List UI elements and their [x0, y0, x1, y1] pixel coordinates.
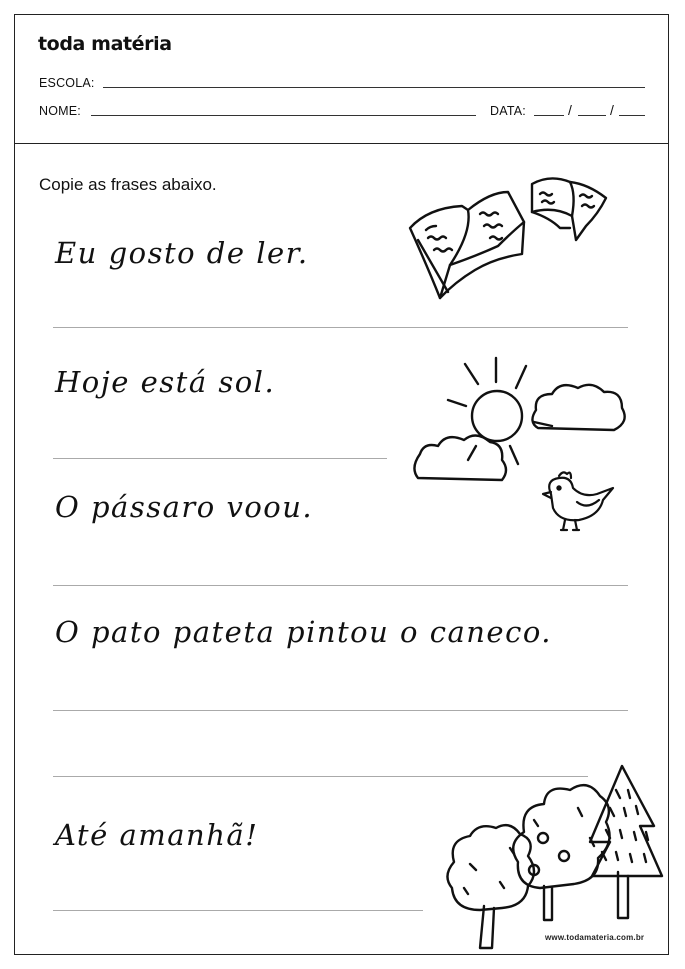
sentence-2: Hoje está sol.	[55, 365, 276, 399]
writing-line-1[interactable]	[53, 327, 628, 328]
trees-icon	[440, 760, 665, 950]
writing-line-6[interactable]	[53, 910, 423, 911]
books-icon	[400, 170, 620, 305]
footer-url[interactable]: www.todamateria.com.br	[545, 933, 645, 942]
date-label: DATA:	[490, 104, 526, 118]
school-input-line[interactable]	[103, 87, 645, 88]
date-month-line[interactable]	[578, 115, 606, 116]
sentence-1: Eu gosto de ler.	[55, 236, 309, 270]
date-separator: /	[610, 102, 615, 118]
date-separator: /	[568, 102, 573, 118]
date-day-line[interactable]	[534, 115, 564, 116]
header-divider	[14, 143, 669, 144]
brand-logo: toda matéria	[38, 33, 172, 55]
writing-line-4[interactable]	[53, 710, 628, 711]
date-year-line[interactable]	[619, 115, 645, 116]
sentence-4: O pato pateta pintou o caneco.	[55, 615, 552, 649]
sentence-5: Até amanhã!	[55, 818, 259, 852]
writing-line-2[interactable]	[53, 458, 387, 459]
name-label: NOME:	[39, 104, 81, 118]
sentence-3: O pássaro voou.	[55, 490, 314, 524]
name-input-line[interactable]	[91, 115, 476, 116]
writing-line-3[interactable]	[53, 585, 628, 586]
bird-icon	[537, 468, 619, 536]
school-label: ESCOLA:	[39, 76, 95, 90]
instruction-text: Copie as frases abaixo.	[39, 175, 217, 194]
